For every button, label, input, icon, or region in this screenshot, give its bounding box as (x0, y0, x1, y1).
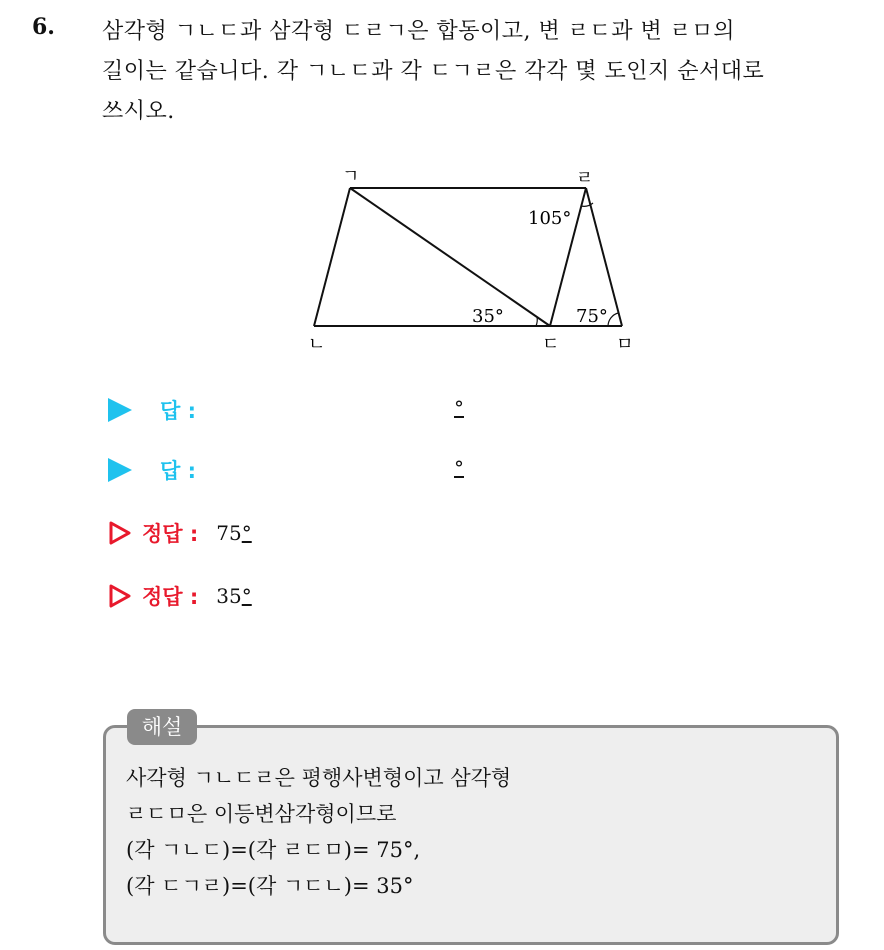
solution-line: (각 ㄱㄴㄷ)=(각 ㄹㄷㅁ)= 75°, (126, 838, 421, 862)
answer-label: 답 : (160, 459, 196, 483)
answer-input-1[interactable]: ° (454, 396, 464, 420)
question-line: 길이는 같습니다. 각 ㄱㄴㄷ과 각 ㄷㄱㄹ은 각각 몇 도인지 순서대로 (102, 59, 765, 84)
solution-text (126, 760, 511, 904)
edge-g-d (350, 188, 550, 326)
angle-label-top: 105° (528, 208, 572, 229)
geometry-figure (300, 160, 640, 360)
vertex-label-r: ㄹ (576, 168, 594, 189)
solution-line: ㄹㄷㅁ은 이등변삼각형이므로 (126, 802, 397, 826)
question-number: 6. (32, 14, 55, 40)
answer-row-2 (108, 452, 196, 488)
answer-row-1 (108, 392, 196, 428)
correct-answer-row-1 (108, 515, 252, 551)
solution-tag: 해설 (127, 709, 197, 745)
angle-label-left: 35° (472, 306, 504, 327)
play-icon (108, 458, 132, 482)
correct-answer-label: 정답 : (142, 522, 199, 546)
question-text (102, 12, 862, 132)
angle-arc-left (536, 317, 537, 326)
vertex-label-n: ㄴ (308, 334, 326, 355)
edge-g-n (314, 188, 350, 326)
correct-answer-label: 정답 : (142, 585, 199, 609)
angle-arc-right (608, 313, 618, 326)
play-outline-icon (108, 583, 132, 609)
answer-label: 답 : (160, 399, 196, 423)
correct-answer-row-2 (108, 578, 252, 614)
solution-line: (각 ㄷㄱㄹ)=(각 ㄱㄷㄴ)= 35° (126, 874, 414, 898)
solution-line: 사각형 ㄱㄴㄷㄹ은 평행사변형이고 삼각형 (126, 766, 512, 790)
correct-answer-value: 75° (216, 521, 252, 545)
question-line: 쓰시오. (102, 99, 175, 124)
play-icon (108, 398, 132, 422)
question-line: 삼각형 ㄱㄴㄷ과 삼각형 ㄷㄹㄱ은 합동이고, 변 ㄹㄷ과 변 ㄹㅁ의 (102, 19, 735, 44)
vertex-label-g: ㄱ (342, 166, 360, 187)
answer-input-2[interactable]: ° (454, 456, 464, 480)
angle-label-right: 75° (576, 306, 608, 327)
play-outline-icon (108, 520, 132, 546)
vertex-label-d: ㄷ (542, 334, 560, 355)
vertex-label-m: ㅁ (616, 334, 634, 355)
correct-answer-value: 35° (216, 584, 252, 608)
